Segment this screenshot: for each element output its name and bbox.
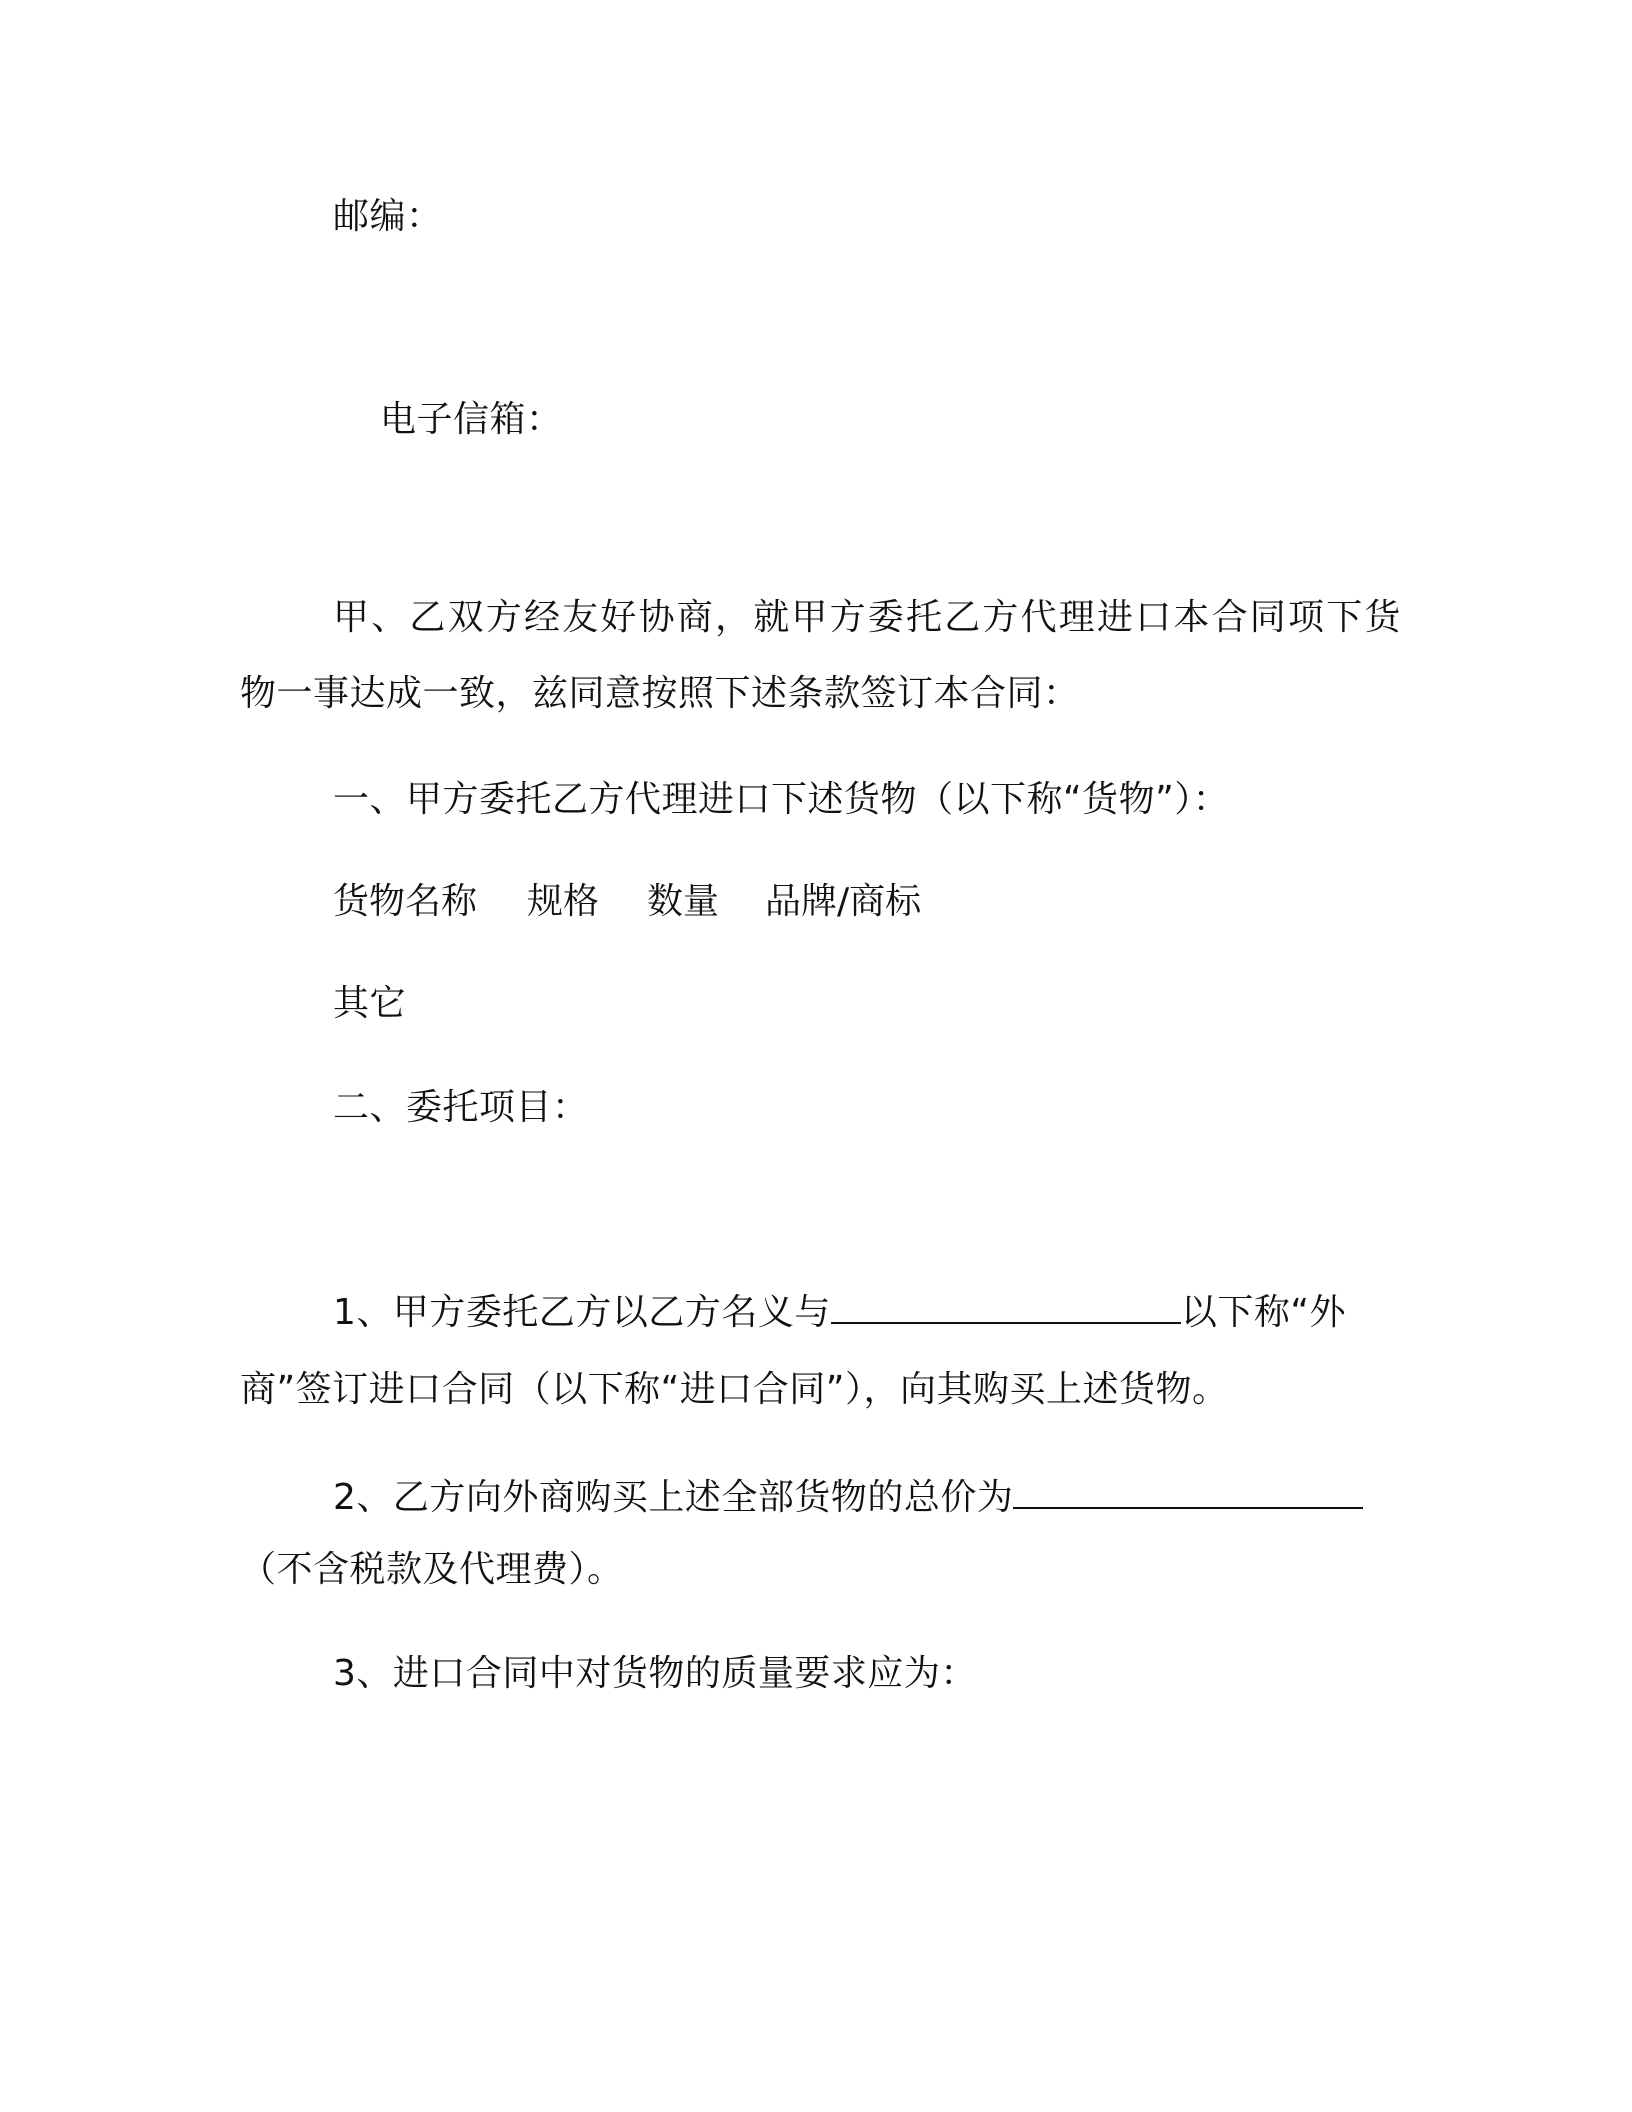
- item-1-text-after-blank: 以下称“外: [1180, 1292, 1347, 1333]
- preamble-line-2: 物一事达成一致，兹同意按照下述条款签订本合同：: [240, 673, 1080, 714]
- goods-column-name: 货物名称: [333, 881, 478, 922]
- item-2-text-before-blank: 2、乙方向外商购买上述全部货物的总价为: [333, 1477, 1014, 1518]
- goods-column-brand: 品牌/商标: [765, 881, 922, 922]
- goods-column-quantity: 数量: [647, 881, 720, 922]
- item-2-line-2: （不含税款及代理费）。: [240, 1549, 624, 1590]
- goods-other: 其它: [333, 983, 407, 1024]
- goods-column-headers: [333, 880, 921, 924]
- item-1-line-1: [333, 1290, 1346, 1335]
- item-3: 3、进口合同中对货物的质量要求应为：: [333, 1653, 977, 1694]
- item-2-fill-blank[interactable]: [1013, 1475, 1363, 1509]
- email-label: 电子信箱：: [380, 399, 563, 440]
- section-1-heading: 一、甲方委托乙方代理进口下述货物（以下称“货物”）：: [333, 779, 1230, 820]
- item-1-fill-blank[interactable]: [831, 1290, 1181, 1324]
- item-1-text-before-blank: 1、甲方委托乙方以乙方名义与: [333, 1292, 831, 1333]
- section-2-heading: 二、委托项目：: [333, 1087, 589, 1128]
- goods-column-spec: 规格: [527, 881, 600, 922]
- preamble-line-1: 甲、乙双方经友好协商，就甲方委托乙方代理进口本合同项下货: [333, 597, 1403, 638]
- item-1-line-2: 商”签订进口合同（以下称“进口合同”），向其购买上述货物。: [240, 1369, 1229, 1410]
- postcode-label: 邮编：: [333, 196, 443, 237]
- item-2-line-1: [333, 1475, 1363, 1520]
